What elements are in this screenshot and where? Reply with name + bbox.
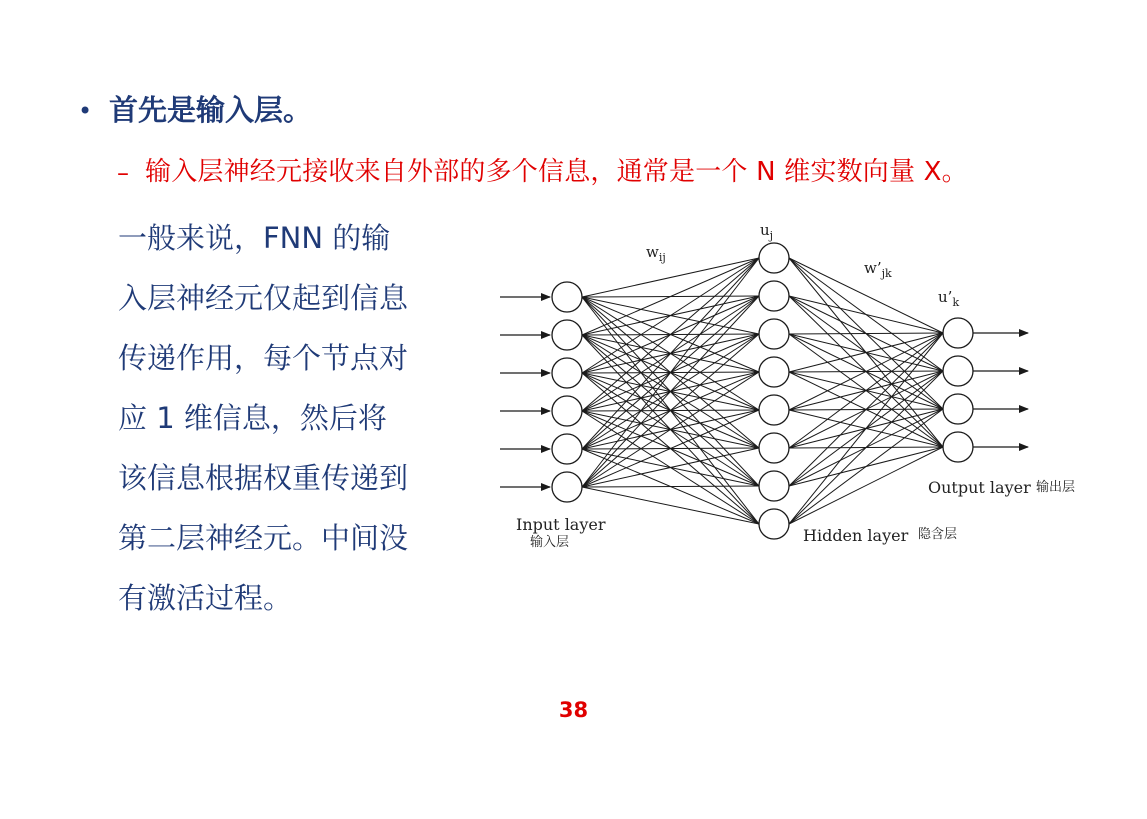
input-to-hidden-edge — [582, 372, 759, 487]
heading-bullet: • — [78, 97, 93, 125]
input-node — [552, 396, 582, 426]
hidden-layer-label-zh: 隐含层 — [918, 527, 958, 542]
input-node — [552, 320, 582, 350]
body-line: 该信息根据权重传递到 — [118, 461, 409, 495]
body-line: 一般来说，FNN 的输 — [118, 221, 391, 255]
hidden-node — [759, 395, 789, 425]
input-node — [552, 358, 582, 388]
output-node — [943, 318, 973, 348]
input-node — [552, 472, 582, 502]
input-to-hidden-edge — [582, 487, 759, 524]
hidden-node — [759, 243, 789, 273]
hidden-to-output-edge — [789, 333, 943, 334]
heading-title: 首先是输入层。 — [109, 93, 313, 127]
hidden-to-output-edge — [789, 409, 943, 524]
neural-network-diagram — [492, 215, 1112, 560]
hidden-node — [759, 509, 789, 539]
input-layer-label-zh: 输入层 — [530, 535, 570, 550]
hidden-node — [759, 319, 789, 349]
page-number: 38 — [558, 698, 589, 722]
body-line: 第二层神经元。中间没 — [118, 521, 409, 555]
input-to-hidden-edge — [582, 258, 759, 373]
weight-label-wij: $w_{ij}$ — [646, 243, 666, 264]
body-line: 入层神经元仅起到信息 — [118, 281, 409, 315]
output-layer-label: Output layer — [928, 478, 1031, 497]
output-layer-label-zh: 输出层 — [1036, 480, 1076, 495]
weight-label-wjk: $w’_{jk}$ — [864, 259, 892, 280]
body-line: 传递作用，每个节点对 — [118, 341, 409, 375]
input-to-hidden-edge — [582, 486, 759, 487]
hidden-to-output-edge — [789, 296, 943, 333]
hidden-unit-label-uj: $u_j$ — [760, 221, 774, 242]
hidden-to-output-edge — [789, 447, 943, 524]
input-to-hidden-edge — [582, 448, 759, 487]
body-line: 应 1 维信息，然后将 — [118, 401, 387, 435]
hidden-layer-label: Hidden layer — [803, 526, 909, 545]
input-to-hidden-edge — [582, 258, 759, 449]
hidden-to-output-edge — [789, 333, 943, 448]
hidden-node — [759, 357, 789, 387]
hidden-to-output-edge — [789, 333, 943, 372]
sub-bullet-dash: – — [117, 159, 129, 187]
hidden-node — [759, 433, 789, 463]
input-node — [552, 434, 582, 464]
hidden-node — [759, 471, 789, 501]
network-nodes — [552, 243, 973, 539]
hidden-to-output-edge — [789, 333, 943, 524]
body-text — [118, 208, 463, 628]
output-unit-label-uk: $u’_k$ — [938, 288, 960, 309]
sub-bullet-text: 输入层神经元接收来自外部的多个信息，通常是一个 N 维实数向量 X。 — [145, 157, 968, 187]
input-node — [552, 282, 582, 312]
hidden-node — [759, 281, 789, 311]
output-node — [943, 432, 973, 462]
input-layer-label: Input layer — [516, 515, 606, 534]
output-node — [943, 356, 973, 386]
body-line: 有激活过程。 — [118, 581, 293, 615]
input-to-hidden-edge — [582, 258, 759, 297]
output-node — [943, 394, 973, 424]
